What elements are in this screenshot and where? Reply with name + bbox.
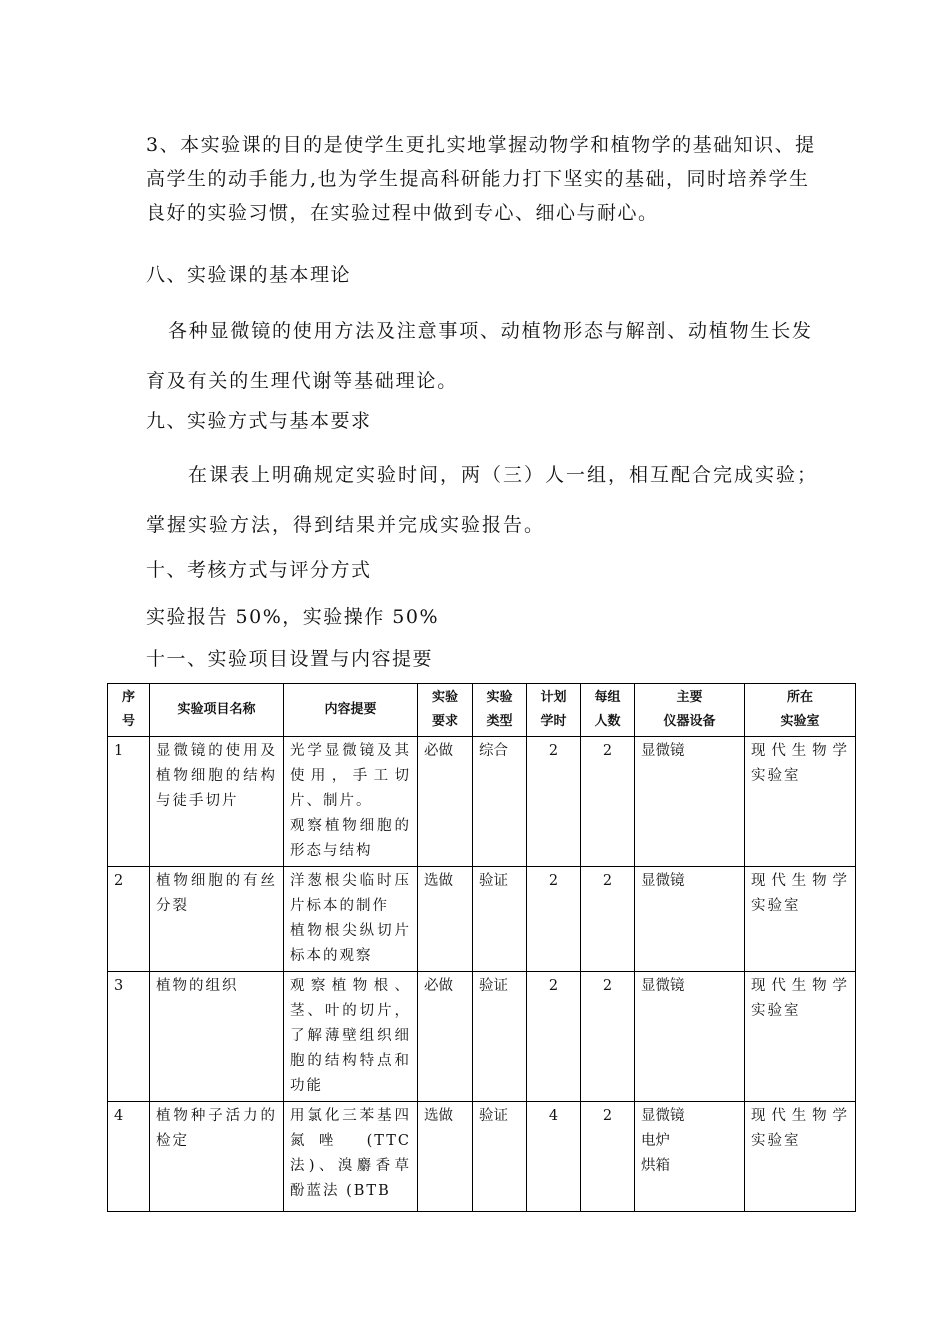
cell-lab: 现代生物学实验室 bbox=[745, 867, 856, 972]
paragraph-course-purpose: 3、本实验课的目的是使学生更扎实地掌握动物学和植物学的基础知识、提高学生的动手能力,也为学生提高科研能力打下坚实的基础，同时培养学生良好的实验习惯，在实验过程中做到专心、细心与耐心。 bbox=[146, 134, 816, 224]
grading-scheme: 实验报告 50%，实验操作 50% bbox=[146, 606, 440, 628]
table-row bbox=[108, 867, 856, 972]
cell-hours: 2 bbox=[527, 867, 581, 972]
section-heading-10: 十、考核方式与评分方式 bbox=[146, 559, 372, 581]
header-hours: 计划 学时 bbox=[527, 684, 581, 737]
cell-lab: 现代生物学实验室 bbox=[745, 737, 856, 867]
header-lab: 所在 实验室 bbox=[745, 684, 856, 737]
experiment-projects-table bbox=[107, 683, 856, 1212]
header-content: 内容提要 bbox=[284, 684, 418, 737]
header-equipment: 主要 仪器设备 bbox=[635, 684, 745, 737]
cell-no: 2 bbox=[108, 867, 150, 972]
cell-no: 1 bbox=[108, 737, 150, 867]
header-no: 序 号 bbox=[108, 684, 150, 737]
cell-equipment: 显微镜 bbox=[635, 867, 745, 972]
cell-content: 光学显微镜及其使用，手工切片、制片。 观察植物细胞的形态与结构 bbox=[284, 737, 418, 867]
cell-group-size: 2 bbox=[581, 972, 635, 1102]
cell-group-size: 2 bbox=[581, 1102, 635, 1212]
cell-content: 观察植物根、茎、叶的切片，了解薄壁组织细胞的结构特点和功能 bbox=[284, 972, 418, 1102]
cell-group-size: 2 bbox=[581, 737, 635, 867]
paragraph-experiment-method: 在课表上明确规定实验时间，两（三）人一组，相互配合完成实验；掌握实验方法，得到结果并完成实验报告。 bbox=[146, 464, 819, 536]
cell-lab: 现代生物学实验室 bbox=[745, 1102, 856, 1212]
cell-type: 验证 bbox=[473, 972, 527, 1102]
table-row bbox=[108, 1102, 856, 1212]
cell-group-size: 2 bbox=[581, 867, 635, 972]
paragraph-basic-theory: 各种显微镜的使用方法及注意事项、动植物形态与解剖、动植物生长发育及有关的生理代谢等基础理论。 bbox=[146, 320, 813, 392]
cell-type: 验证 bbox=[473, 867, 527, 972]
cell-name: 植物种子活力的检定 bbox=[150, 1102, 284, 1212]
cell-type: 验证 bbox=[473, 1102, 527, 1212]
header-name: 实验项目名称 bbox=[150, 684, 284, 737]
header-requirement: 实验 要求 bbox=[418, 684, 473, 737]
cell-equipment: 显微镜 bbox=[635, 737, 745, 867]
cell-content: 洋葱根尖临时压片标本的制作 植物根尖纵切片标本的观察 bbox=[284, 867, 418, 972]
cell-lab: 现代生物学实验室 bbox=[745, 972, 856, 1102]
cell-content: 用氯化三苯基四氮唑 (TTC 法)、溴麝香草酚蓝法 (BTB bbox=[284, 1102, 418, 1212]
table-row bbox=[108, 737, 856, 867]
header-group-size: 每组 人数 bbox=[581, 684, 635, 737]
cell-no: 4 bbox=[108, 1102, 150, 1212]
section-heading-11: 十一、实验项目设置与内容提要 bbox=[146, 648, 434, 670]
cell-requirement: 必做 bbox=[418, 972, 473, 1102]
header-type: 实验 类型 bbox=[473, 684, 527, 737]
cell-name: 显微镜的使用及植物细胞的结构与徒手切片 bbox=[150, 737, 284, 867]
cell-equipment: 显微镜 bbox=[635, 972, 745, 1102]
section-heading-9: 九、实验方式与基本要求 bbox=[146, 410, 372, 432]
cell-requirement: 选做 bbox=[418, 1102, 473, 1212]
cell-equipment: 显微镜 电炉 烘箱 bbox=[635, 1102, 745, 1212]
cell-name: 植物的组织 bbox=[150, 972, 284, 1102]
table-header-row bbox=[108, 684, 856, 737]
cell-requirement: 必做 bbox=[418, 737, 473, 867]
cell-hours: 2 bbox=[527, 737, 581, 867]
cell-type: 综合 bbox=[473, 737, 527, 867]
cell-name: 植物细胞的有丝分裂 bbox=[150, 867, 284, 972]
cell-hours: 4 bbox=[527, 1102, 581, 1212]
cell-no: 3 bbox=[108, 972, 150, 1102]
section-heading-8: 八、实验课的基本理论 bbox=[146, 264, 352, 286]
cell-requirement: 选做 bbox=[418, 867, 473, 972]
cell-hours: 2 bbox=[527, 972, 581, 1102]
table-row bbox=[108, 972, 856, 1102]
